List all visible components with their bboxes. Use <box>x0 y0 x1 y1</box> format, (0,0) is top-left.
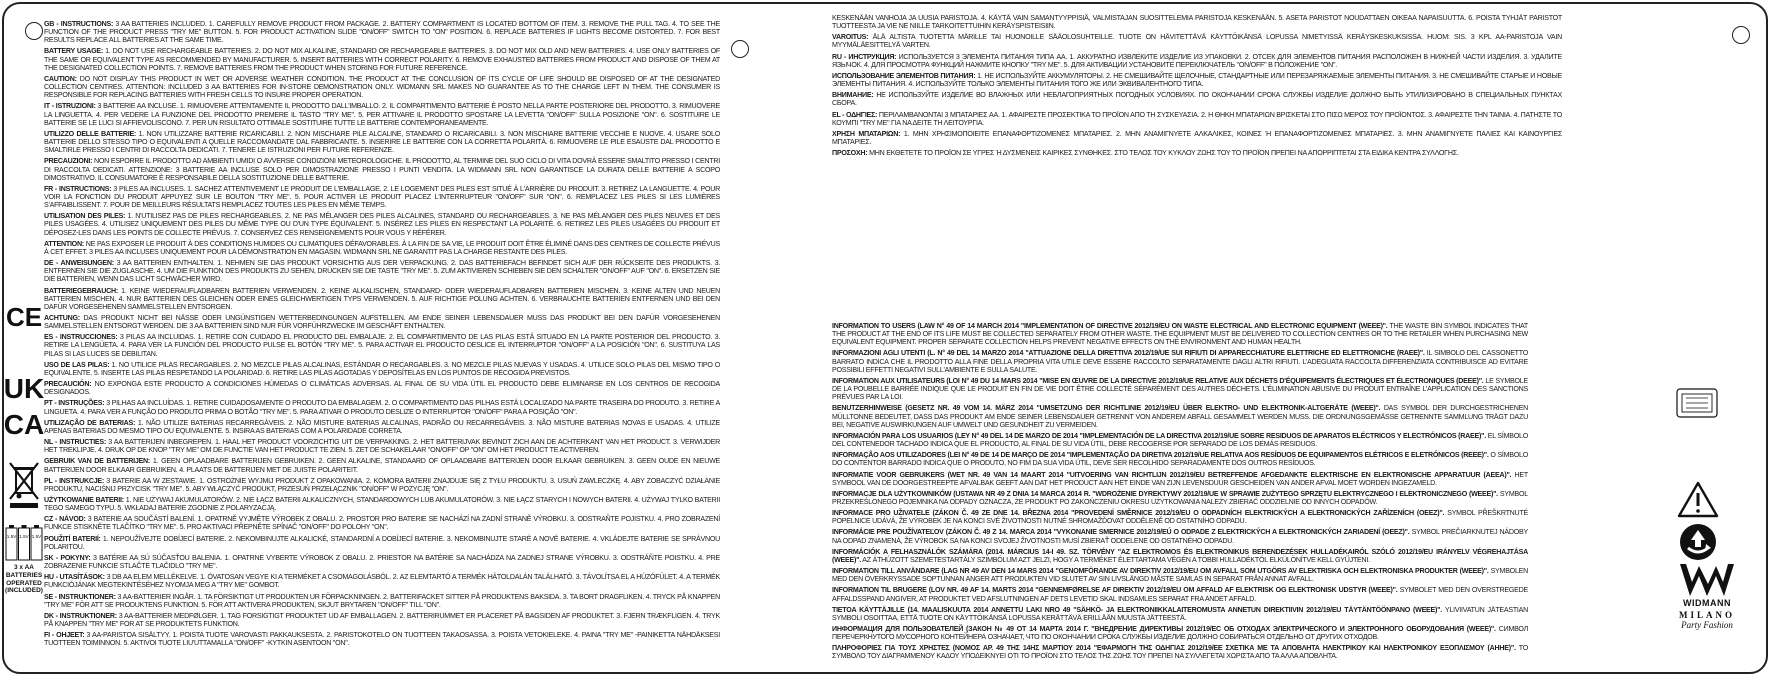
paragraph-text: SYMBOL PREČIARKNUTEJ NÁDOBY NA ODPAD ZNAMENÁ, ŽE VÝROBOK SA NA KONCI SVOJEJ ŽIVOTNOSTI MUSÍ ZBIERAŤ ODDELENE OD OSTATNÉHO ODPADU. <box>832 528 1528 545</box>
paragraph-lead: VAROITUS: <box>832 33 869 42</box>
paragraph-text: DAS SYMBOL DER DURCHGESTRICHENEN MÜLLTONNE BEDEUTET, DASS DAS PRODUKT AM ENDE SEINER LEBENSDAUER GETRENNT VON ANDEREM ABFALL GESAMMELT WERDEN MUSS. DIE ORDNUNGSGEMÄSSE GETRENNTE SAMMLUNG TRÄGT DAZU BEI, NEGATIVE AUSWIRKUNGEN AUF UMWELT UND GESUNDHEIT ZU VERMEIDEN. <box>832 404 1528 429</box>
label-outline <box>2 2 1768 674</box>
paragraph-text: NON ESPORRE IL PRODOTTO AD AMBIENTI UMIDI O AVVERSE CONDIZIONI METEOROLOGICHE. IL PRODOTTO, AL TERMINE DEL SUO CICLO DI VITA DOVRÀ ESSERE SMALTITO PRESSO I CENTRI DI RACCOLTA DEDICATI. ATTENZIONE: 3 BATTERIE AA INCLUSE SOLO PER DIMOSTRAZIONE PRESSO I PUNTI VENDITA. LA WIDMANN SRL NON GARANTISCE LA DURATA DELLE BATTERIE A SCOPO DIMOSTRATIVO. IL CONSUMATORE È RESPONSABILE DELLA SOSTITUZIONE DELLE BATTERIE. <box>44 157 720 182</box>
ce-mark-icon <box>4 286 44 346</box>
paragraph-lead: UŻYTKOWANIE BATERII: <box>44 495 124 504</box>
instruction-paragraph <box>832 322 1528 346</box>
paragraph-lead: INFORMATION TO USERS (LAW N° 49 OF 14 MARCH 2014 "IMPLEMENTATION OF DIRECTIVE 2012/19/EU ON WASTE ELECTRICAL AND ELECTRONIC EQUIPMENT (WEEE)". <box>832 322 1388 330</box>
instruction-paragraph <box>832 471 1528 487</box>
paragraph-lead: FI - OHJEET: <box>44 631 85 640</box>
battery-caption <box>4 564 44 595</box>
instruction-paragraph <box>44 20 720 44</box>
paragraph-text: 3 AA BATTERIES INCLUDED. 1. CAREFULLY REMOVE PRODUCT FROM PACKAGE. 2. BATTERY COMPARTMENT IS LOCATED BOTTOM OF ITEM. 3. REMOVE THE PULL TAG. 4. TO SEE THE FUNCTION OF THE PRODUCT PRESS "TRY ME" BUTTON. 5. FOR PRODUCT ACTIVATION SLIDE "ON/OFF" SWITCH TO "ON" POSITION. 6. REPLACE BATTERIES IF LIGHTS BECOME DISTORTED. 7. FOR BEST RESULTS REPLACE ALL BATTERIES AT THE SAME TIME. <box>44 20 720 45</box>
paragraph-text: 1. DO NOT USE RECHARGEABLE BATTERIES. 2. DO NOT MIX ALKALINE, STANDARD OR RECHARGEABLE BATTERIES. 3. DO NOT MIX OLD AND NEW BATTERIES. 4. USE ONLY BATTERIES OF THE SAME OR EQUIVALENT TYPE AS RECOMMENDED BY MANUFACTURER. 5. INSERT BATTERIES WITH CORRECT POLARITY. 6. REMOVE EXHAUSTED BATTERIES FROM PRODUCT AND DISPOSE OF THEM AT THE DESIGNATED COLLECTION POINTS. 7. REMOVE BATTERIES FROM THE PRODUCT WHEN STORING FOR FUTURE REFERENCE. <box>44 47 720 72</box>
paragraph-text: SYMBOL PRZEKREŚLONEGO POJEMNIKA NA ODPADY OZNACZA, ŻE PRODUKT PO ZAKOŃCZENIU OKRESU UŻYTKOWANIA NALEŻY ZBIERAĆ ODDZIELNIE OD INNYCH ODPADÓW. <box>832 489 1528 506</box>
battery-cell-label: 1.5V <box>19 534 29 539</box>
instruction-paragraph <box>44 477 720 493</box>
battery-compartment-icon <box>1674 384 1720 424</box>
paragraph-text: 3 AA BATTERIEN ENTHALTEN. 1. NEHMEN SIE DAS PRODUKT VORSICHTIG AUS DER VERPACKUNG. 2. DAS BATTERIEFACH BEFINDET SICH AUF DER RÜCKSEITE DES PRODUKTS. 3. ENTFERNEN SIE DIE ZUGLASCHE. 4. UM DIE FUNKTION DES PRODUKTS ZU SEHEN, DRÜCKEN SIE DIE TASTE "TRY ME". 5. ZUM AKTIVIEREN SCHIEBEN SIE DEN SCHALTER "ON/OFF" AUF "ON". 6. ERSETZEN SIE DIE BATTERIEN, WENN DAS LICHT SCHWÄCHER WIRD. <box>44 259 720 284</box>
paragraph-lead: ES - INSTRUCCIONES: <box>44 333 118 342</box>
brand-tagline: Party Fashion <box>1681 620 1733 630</box>
instruction-paragraph <box>44 47 720 71</box>
instructions-column-left <box>44 20 720 666</box>
paragraph-lead: PRECAUCIÓN: <box>44 380 92 389</box>
paragraph-text: 3 AA-BATTERIER INGÅR. 1. TA FÖRSIKTIGT UT PRODUKTEN UR FÖRPACKNINGEN. 2. BATTERIFACKET SITTER PÅ PRODUKTENS BAKSIDA. 3. TA BORT DRAGFLIKEN. 4. TRYCK PÅ KNAPPEN "TRY ME" FÖR ATT SE PRODUKTENS FUNKTION. 5. FÖR ATT AKTIVERA PRODUKTEN, SKJUT BRYTAREN "ON/OFF" TILL "ON". <box>44 592 720 609</box>
paragraph-text: 1. N'UTILISEZ PAS DE PILES RECHARGEABLES. 2. NE PAS MÉLANGER DES PILES ALCALINES, STANDARD OU RECHARGEABLES. 3. NE PAS MÉLANGER DES PILES NEUVES ET DES PILES USAGÉES. 4. UTILISEZ UNIQUEMENT DES PILES DU MÊME TYPE OU D'UN TYPE ÉQUIVALENT. 5. INSÉREZ LES PILES EN RESPECTANT LA POLARITÉ. 6. RETIREZ LES PILES USAGÉES DU PRODUIT ET DÉPOSEZ-LES DANS LES POINTS DE COLLECTE PRÉVUS. 7. CONSERVEZ CES RENSEIGNEMENTS POUR VOUS Y RÉFÉRER. <box>44 212 720 237</box>
paragraph-text: 1. NIE UŻYWAJ AKUMULATORÓW. 2. NIE ŁĄCZ BATERII ALKALICZNYCH, STANDARDOWYCH LUB AKUMULATORÓW. 3. NIE ŁĄCZ STARYCH I NOWYCH BATERII. 4. UŻYWAJ TYLKO BATERII TEGO SAMEGO TYPU. 5. WKŁADAJ BATERIE ZGODNIE Z POLARYZACJĄ. <box>44 495 720 513</box>
instruction-paragraph <box>44 75 720 99</box>
battery-caption-line: BATTERIES <box>5 571 43 579</box>
battery-cell-label: 1.5V <box>6 534 17 539</box>
instruction-paragraph <box>832 33 1562 49</box>
paragraph-lead: SE - INSTRUKTIONER: <box>44 592 116 601</box>
hanging-hole-right <box>1732 26 1750 44</box>
paragraph-text: NO EXPONGA ESTE PRODUCTO A CONDICIONES HÚMEDAS O CLIMÁTICAS ADVERSAS. AL FINAL DE SU VIDA ÚTIL EL PRODUCTO DEBE ELIMINARSE EN LOS CENTROS DE RECOGIDA DESIGNADOS. <box>44 380 720 397</box>
paragraph-lead: UTILISATION DES PILES: <box>44 212 126 221</box>
paragraph-text: 3 PILAS AA INCLUIDAS. 1. RETIRE CON CUIDADO EL PRODUCTO DEL EMBALAJE. 2. EL COMPARTIMENTO DE LAS PILAS ESTÁ SITUADO EN LA PARTE POSTERIOR DEL PRODUCTO. 3. RETIRE LA LENGÜETA. 4. PARA VER LA FUNCIÓN DEL PRODUCTO PULSE EL BOTÓN "TRY ME". 5. PARA ACTIVAR EL PRODUCTO DESLICE EL INTERRUPTOR "ON/OFF" A LA POSICIÓN "ON". 6. SUSTITUYA LAS PILAS SI LAS LUCES SE DEBILITAN. <box>44 333 720 358</box>
battery-caption-line: OPERATED <box>6 579 42 587</box>
paragraph-text: 1. NO UTILICE PILAS RECARGABLES. 2. NO MEZCLE PILAS ALCALINAS, ESTÁNDAR O RECARGABLES. 3. NO MEZCLE PILAS NUEVAS Y USADAS. 4. UTILICE SOLO PILAS DEL MISMO TIPO O EQUIVALENTE. 5. INSERTE LAS PILAS RESPETANDO LA POLARIDAD. 6. RETIRE LAS PILAS AGOTADAS Y DEPOSÍTELAS EN LOS PUNTOS DE RECOGIDA PREVISTOS. <box>44 360 720 377</box>
battery-cell-label: 1.5V <box>31 534 42 539</box>
instruction-paragraph <box>44 212 720 236</box>
instruction-paragraph <box>832 606 1528 622</box>
instruction-paragraph <box>44 333 720 357</box>
ukca-bottom-text: CA <box>4 409 44 440</box>
instruction-paragraph <box>44 157 720 181</box>
paragraph-text: 1. GEEN OPLAADBARE BATTERIJEN GEBRUIKEN. 2. GEEN ALKALINE, STANDAARD OF OPLAADBARE BATTERIJEN DOOR ELKAAR GEBRUIKEN. 3. GEEN OUDE EN NIEUWE BATTERIJEN DOOR ELKAAR GEBRUIKEN. 4. PLAATS DE BATTERIJEN MET DE JUISTE POLARITEIT. <box>44 457 720 474</box>
paragraph-text: HET SYMBOOL VAN DE DOORGESTREEPTE AFVALBAK GEEFT AAN DAT HET PRODUCT AAN HET EINDE VAN ZIJN LEVENSDUUR GESCHEIDEN VAN ANDER AFVAL MOET WORDEN INGEZAMELD. <box>832 470 1528 487</box>
instruction-paragraph <box>44 535 720 551</box>
paragraph-text: НЕ ИСПОЛЬЗУЙТЕ ИЗДЕЛИЕ ВО ВЛАЖНЫХ ИЛИ НЕБЛАГОПРИЯТНЫХ ПОГОДНЫХ УСЛОВИЯХ. ПО ОКОНЧАНИИ СРОКА СЛУЖБЫ ИЗДЕЛИЕ ДОЛЖНО БЫТЬ УТИЛИЗИРОВАНО В СПЕЦИАЛЬНЫХ ПУНКТАХ СБОРА. <box>832 91 1562 108</box>
paragraph-text: KESKENÄÄN VANHOJA JA UUSIA PARISTOJA. 4. KÄYTÄ VAIN SAMANTYYPPISIÄ, VALMISTAJAN SUOSITTELEMIA PARISTOJA KESKENÄÄN. 5. ASETA PARISTOT NOUDATTAEN OIKEAA NAPAISUUTTA. 6. POISTA TYHJÄT PARISTOT TUOTTEESTA JA VIE NE NIILLE TARKOITETTUIHIN KERÄYSPISTEISIIN. <box>832 14 1562 31</box>
paragraph-lead: UTILIZAÇÃO DE BATERIAS: <box>44 418 136 427</box>
paragraph-text: SYMBOL PŘEŠKRTNUTÉ POPELNICE UDÁVÁ, ŽE VÝROBEK JE NA KONCI SVÉ ŽIVOTNOSTI NUTNÉ SHROMAŽĎOVAT ODDĚLENĚ OD OSTATNÍHO ODPADU. <box>832 509 1528 526</box>
paragraph-text: AZ ÁTHÚZOTT SZEMETESTARTÁLY SZIMBÓLUM AZT JELZI, HOGY A TERMÉKET ÉLETTARTAMA VÉGÉN A TÖBBI HULLADÉKTÓL ELKÜLÖNÍTVE KELL GYŰJTENI. <box>862 555 1370 564</box>
paragraph-lead: IT - ISTRUZIONI: <box>44 102 96 111</box>
paragraph-lead: PT - INSTRUÇÕES: <box>44 399 105 408</box>
paragraph-text: 3 DB AA ELEM MELLÉKELVE. 1. ÓVATOSAN VEGYE KI A TERMÉKET A CSOMAGOLÁSBÓL. 2. AZ ELEMTARTÓ A TERMÉK HÁTOLDALÁN TALÁLHATÓ. 3. TÁVOLÍTSA EL A HÚZÓFÜLET. 4. A TERMÉK FUNKCIÓJÁNAK MEGTEKINTÉSÉHEZ NYOMJA MEG A "TRY ME" GOMBOT. <box>44 573 720 590</box>
hanging-hole-center <box>731 40 749 58</box>
paragraph-text: ΠΕΡΙΛΑΜΒΑΝΟΝΤΑΙ 3 ΜΠΑΤΑΡΙΕΣ AA. 1. ΑΦΑΙΡΕΣΤΕ ΠΡΟΣΕΚΤΙΚΑ ΤΟ ΠΡΟΪΟΝ ΑΠΟ ΤΗ ΣΥΣΚΕΥΑΣΙΑ. 2. Η ΘΗΚΗ ΜΠΑΤΑΡΙΩΝ ΒΡΙΣΚΕΤΑΙ ΣΤΟ ΠΙΣΩ ΜΕΡΟΣ ΤΟΥ ΠΡΟΪΟΝΤΟΣ. 3. ΑΦΑΙΡΕΣΤΕ ΤΗΝ ΤΑΙΝΙΑ. 4. ΠΑΤΗΣΤΕ ΤΟ ΚΟΥΜΠΙ "TRY ME" ΓΙΑ ΝΑ ΔΕΙΤΕ ΤΗ ΛΕΙΤΟΥΡΓΙΑ. <box>832 110 1562 127</box>
paragraph-text: NE PAS EXPOSER LE PRODUIT À DES CONDITIONS HUMIDES OU CLIMATIQUES DÉFAVORABLES. À LA FIN DE SA VIE, LE PRODUIT DOIT ÊTRE ÉLIMINÉ DANS DES CENTRES DE COLLECTE PRÉVUS À CET EFFET. 3 PILES AA INCLUSES UNIQUEMENT POUR LA DÉMONSTRATION EN MAGASIN. WIDMANN SRL NE GARANTIT PAS LA CHARGE RESTANTE DES PILES. <box>44 239 720 256</box>
paragraph-lead: ИСПОЛЬЗОВАНИЕ ЭЛЕМЕНТОВ ПИТАНИЯ: <box>832 71 976 80</box>
paragraph-lead: CAUTION: <box>44 74 77 83</box>
warning-triangle-icon <box>1676 480 1720 520</box>
paragraph-text: 1. NEPOUŽÍVEJTE DOBÍJECÍ BATERIE. 2. NEKOMBINUJTE ALKALICKÉ, STANDARDNÍ A DOBÍJECÍ BATERIE. 3. NEKOMBINUJTE STARÉ A NOVÉ BATERIE. 4. VKLÁDEJTE BATERIE SE SPRÁVNOU POLARITOU. <box>44 534 720 551</box>
hanging-hole-left <box>25 22 43 40</box>
paragraph-lead: INFORMATION TIL BRUGERE (LOV NR. 49 AF 14. MARTS 2014 "GENNEMFØRELSE AF DIREKTIV 2012/19/EU OM AFFALD AF ELEKTRISK OG ELEKTRONISK UDSTYR (WEEE)". <box>832 586 1398 595</box>
paragraph-text: 1. KEINE WIEDERAUFLADBAREN BATTERIEN VERWENDEN. 2. KEINE ALKALISCHEN, STANDARD- ODER WIEDERAUFLADBAREN BATTERIEN MISCHEN. 3. KEINE ALTEN UND NEUEN BATTERIEN MISCHEN. 4. NUR BATTERIEN DES GLEICHEN ODER EINES GLEICHWERTIGEN TYPS VERWENDEN. 5. AUF RICHTIGE POLUNG ACHTEN. 6. VERBRAUCHTE BATTERIEN ENTFERNEN UND BEI DEN DAFÜR VORGESEHENEN SAMMELSTELLEN ENTSORGEN. <box>44 286 720 311</box>
paragraph-lead: DE - ANWEISUNGEN: <box>44 259 114 268</box>
paragraph-lead: INFORMATION AUX UTILISATEURS (LOI N° 49 DU 14 MARS 2014 "MISE EN ŒUVRE DE LA DIRECTIVE 2012/19/UE RELATIVE AUX DÉCHETS D'ÉQUIPEMENTS ÉLECTRIQUES ET ÉLECTRONIQUES (DEEE)". <box>832 376 1484 385</box>
instruction-paragraph <box>832 509 1528 525</box>
weee-info-column <box>832 322 1528 676</box>
instruction-paragraph <box>44 380 720 396</box>
instruction-paragraph <box>832 149 1562 157</box>
instruction-paragraph <box>832 53 1562 69</box>
instruction-paragraph <box>44 314 720 330</box>
paragraph-lead: INFORMAZIONI AGLI UTENTI (L. N° 49 DEL 14 MARZO 2014 "ATTUAZIONE DELLA DIRETTIVA 2012/19/UE SUI RIFIUTI DI APPARECCHIATURE ELETTRICHE ED ELETTRONICHE (RAEE)". <box>832 349 1425 358</box>
brand-name: WIDMANN <box>1683 598 1731 608</box>
recycle-icon <box>1676 520 1720 564</box>
paragraph-text: IL SIMBOLO DEL CASSONETTO BARRATO INDICA CHE IL PRODOTTO ALLA FINE DELLA PROPRIA VITA UTILE DEVE ESSERE RACCOLTO SEPARATAMENTE DAGLI ALTRI RIFIUTI. L'ADEGUATA RACCOLTA DIFFERENZIATA CONTRIBUISCE AD EVITARE POSSIBILI EFFETTI NEGATIVI SULL'AMBIENTE E SULLA SALUTE. <box>832 349 1528 374</box>
paragraph-lead: INFORMÁCIÓK A FELHASZNÁLÓK SZÁMÁRA (2014. MÁRCIUS 14-I 49. SZ. TÖRVÉNY "AZ ELEKTROMOS ÉS ELEKTRONIKUS BERENDEZÉSEK HULLADÉKAIRÓL SZÓLÓ 2012/19/EU IRÁNYELV VÉGREHAJTÁSA (WEEE)". <box>832 547 1528 564</box>
instruction-paragraph <box>44 102 720 126</box>
instruction-paragraph <box>832 451 1528 467</box>
paragraph-text: THE WASTE BIN SYMBOL INDICATES THAT THE PRODUCT AT THE END OF ITS LIFE MUST BE COLLECTED SEPARATELY FROM OTHER WASTE. THE EQUIPMENT MUST BE DELIVERED TO COLLECTION CENTRES OR TO THE RETAILER WHEN PURCHASING NEW EQUIVALENT EQUIPMENT. PROPER SEPARATE COLLECTION HELPS PREVENT NEGATIVE EFFECTS ON THE ENVIRONMENT AND HUMAN HEALTH. <box>832 322 1528 347</box>
paragraph-lead: ATTENTION: <box>44 239 84 248</box>
paragraph-lead: ИНФОРМАЦИЯ ДЛЯ ПОЛЬЗОВАТЕЛЕЙ (ЗАКОН № 49 ОТ 14 МАРТА 2014 Г. "ВНЕДРЕНИЕ ДИРЕКТИВЫ 2012/19/ЕС ОБ ОТХОДАХ ЭЛЕКТРИЧЕСКОГО И ЭЛЕКТРОННОГО ОБОРУДОВАНИЯ (WEEE)". <box>832 625 1496 633</box>
paragraph-lead: ACHTUNG: <box>44 314 80 322</box>
instruction-paragraph <box>832 625 1528 641</box>
instruction-paragraph <box>44 419 720 435</box>
paragraph-lead: CZ - NÁVOD: <box>44 515 86 524</box>
paragraph-lead: BATTERIEGEBRAUCH: <box>44 286 119 295</box>
instruction-paragraph <box>832 586 1528 602</box>
paragraph-lead: NL - INSTRUCTIES: <box>44 438 106 447</box>
instruction-paragraph <box>44 554 720 570</box>
paragraph-lead: INFORMACIÓN PARA LOS USUARIOS (LEY N° 49 DEL 14 DE MARZO DE 2014 "IMPLEMENTACIÓN DE LA DIRECTIVA 2012/19/UE SOBRE RESIDUOS DE APARATOS ELÉCTRICOS Y ELECTRÓNICOS (RAEE)". <box>832 431 1486 440</box>
paragraph-text: 1. NÃO UTILIZE BATERIAS RECARREGÁVEIS. 2. NÃO MISTURE BATERIAS ALCALINAS, PADRÃO OU RECARREGÁVEIS. 3. NÃO MISTURE BATERIAS NOVAS E USADAS. 4. UTILIZE APENAS BATERIAS DO MESMO TIPO OU EQUIVALENTE. 5. INSIRA AS BATERIAS COM A POLARIDADE CORRETA. <box>44 418 720 435</box>
paragraph-lead: INFORMACJE DLA UŻYTKOWNIKÓW (USTAWA NR 49 Z DNIA 14 MARCA 2014 R. "WDROŻENIE DYREKTYWY 2012/19/UE W SPRAWIE ZUŻYTEGO SPRZĘTU ELEKTRYCZNEGO I ELEKTRONICZNEGO (WEEE)". <box>832 489 1498 498</box>
battery-caption-line: 3 x AA <box>14 564 34 571</box>
paragraph-lead: INFORMÁCIE PRE POUŽÍVATEĽOV (ZÁKON Č. 49 Z 14. MARCA 2014 "VYKONANIE SMERNICE 2012/19/EÚ O ODPADE Z ELEKTRICKÝCH A ELEKTRONICKÝCH ZARIADENÍ (OEEZ)". <box>832 528 1410 537</box>
instruction-paragraph <box>44 573 720 589</box>
instruction-paragraph <box>832 528 1528 544</box>
ukca-mark-icon <box>4 362 44 452</box>
instructions-column-right-top <box>832 14 1562 309</box>
brand-logo <box>1672 562 1742 672</box>
instruction-paragraph <box>832 377 1528 401</box>
paragraph-text: 3 AA BATTERIJEN INBEGREPEN. 1. HAAL HET PRODUCT VOORZICHTIG UIT DE VERPAKKING. 2. HET BATTERIJVAK BEVINDT ZICH AAN DE ACHTERKANT VAN HET PRODUCT. 3. VERWIJDER HET TREKLIPJE. 4. DRUK OP DE KNOP "TRY ME" OM DE FUNCTIE VAN HET PRODUCT TE ZIEN. 5. ZET DE SCHAKELAAR "ON/OFF" OP "ON" OM HET PRODUCT TE ACTIVEREN. <box>44 438 720 455</box>
instruction-paragraph <box>44 496 720 512</box>
paragraph-lead: ΧΡΗΣΗ ΜΠΑΤΑΡΙΩΝ: <box>832 129 901 138</box>
brand-city: MILANO <box>1679 610 1735 620</box>
paragraph-text: 3 BATTERIE AA INCLUSE. 1. RIMUOVERE ATTENTAMENTE IL PRODOTTO DALL'IMBALLO. 2. IL COMPARTIMENTO BATTERIE È POSTO NELLA PARTE POSTERIORE DEL PRODOTTO. 3. RIMUOVERE LA LINGUETTA. 4. PER VEDERE LA FUNZIONE DEL PRODOTTO PREMERE IL TASTO "TRY ME". 5. PER ATTIVARE IL PRODOTTO SPOSTARE LA LEVETTA "ON/OFF" SULLA POSIZIONE "ON". 6. SOSTITUIRE LE BATTERIE SE LE LUCI SI AFFIEVOLISCONO. 7. PER UN RISULTATO OTTIMALE SOSTITUIRE TUTTE LE BATTERIE CONTEMPORANEAMENTE. <box>44 102 720 127</box>
paragraph-lead: INFORMACE PRO UŽIVATELE (ZÁKON Č. 49 ZE DNE 14. BŘEZNA 2014 "PROVEDENÍ SMĚRNICE 2012/19/EU O ODPADNÍCH ELEKTRICKÝCH A ELEKTRONICKÝCH ZAŘÍZENÍCH (OEEZ)". <box>832 509 1445 518</box>
instruction-paragraph <box>44 612 720 628</box>
paragraph-lead: POUŽITÍ BATERIÍ: <box>44 534 101 543</box>
paragraph-text: 1. НЕ ИСПОЛЬЗУЙТЕ АККУМУЛЯТОРЫ. 2. НЕ СМЕШИВАЙТЕ ЩЕЛОЧНЫЕ, СТАНДАРТНЫЕ ИЛИ ПЕРЕЗАРЯЖАЕМЫЕ ЭЛЕМЕНТЫ ПИТАНИЯ. 3. НЕ СМЕШИВАЙТЕ СТАРЫЕ И НОВЫЕ ЭЛЕМЕНТЫ ПИТАНИЯ. 4. ИСПОЛЬЗУЙТЕ ТОЛЬКО ЭЛЕМЕНТЫ ПИТАНИЯ ТОГО ЖЕ ИЛИ ЭКВИВАЛЕНТНОГО ТИПА. <box>832 71 1562 89</box>
paragraph-text: СИМВОЛ ПЕРЕЧЕРКНУТОГО МУСОРНОГО КОНТЕЙНЕРА ОЗНАЧАЕТ, ЧТО ПО ОКОНЧАНИИ СРОКА СЛУЖБЫ ИЗДЕЛИЕ ДОЛЖНО СОБИРАТЬСЯ ОТДЕЛЬНО ОТ ДРУГИХ ОТХОДОВ. <box>832 625 1528 642</box>
paragraph-lead: TIETOA KÄYTTÄJILLE (14. MAALISKUUTA 2014 ANNETTU LAKI NRO 49 "SÄHKÖ- JA ELEKTRONIIKKALAITEROMUSTA ANNETUN DIREKTIIVIN 2012/19/EU TÄYTÄNTÖÖNPANO (WEEE)". <box>832 605 1442 614</box>
instruction-paragraph <box>44 438 720 454</box>
instruction-paragraph <box>832 567 1528 583</box>
instruction-paragraph <box>832 130 1562 146</box>
instruction-paragraph <box>832 490 1528 506</box>
paragraph-text: 3 PILES AA INCLUSES. 1. SACHEZ ATTENTIVEMENT LE PRODUIT DE L'EMBALLAGE. 2. LE LOGEMENT DES PILES EST SITUÉ À L'ARRIÈRE DU PRODUIT. 3. RETIREZ LA LANGUETTE. 4. POUR VOIR LA FONCTION DU PRODUIT APPUYEZ SUR LE BOUTON "TRY ME". 5. POUR ACTIVER LE PRODUIT PLACEZ L'INTERRUPTEUR "ON/OFF" SUR "ON". 6. REMPLACEZ LES PILES SI LES LUMIÈRES S'AFFAIBLISSENT. 7. POUR DE MEILLEURS RÉSULTATS REMPLACEZ TOUTES LES PILES EN MÊME TEMPS. <box>44 184 720 210</box>
instruction-paragraph <box>832 432 1528 448</box>
paragraph-text: DAS PRODUKT NICHT BEI NÄSSE ODER UNGÜNSTIGEN WETTERBEDINGUNGEN AUFSTELLEN. AM ENDE SEINER LEBENSDAUER MUSS DAS PRODUKT BEI DEN DAFÜR VORGESEHENEN SAMMELSTELLEN ENTSORGT WERDEN. DIE 3 AA BATTERIEN SIND NUR FÜR VORFÜHRZWECKE IM GESCHÄFT ENTHALTEN. <box>44 314 720 331</box>
instruction-paragraph <box>832 91 1562 107</box>
paragraph-text: 3 BATÉRIE AA SÚ SÚČASŤOU BALENIA. 1. OPATRNE VYBERTE VÝROBOK Z OBALU. 2. PRIESTOR NA BATÉRIE SA NACHÁDZA NA ZADNEJ STRANE VÝROBKU. 3. ODSTRÁŇTE POISTKU. 4. PRE ZOBRAZENIE FUNKCIE STLAČTE TLAČIDLO "TRY ME". <box>44 553 720 571</box>
instruction-paragraph <box>832 644 1528 660</box>
paragraph-text: 3 AA-PARISTOA SISÄLTYY. 1. POISTA TUOTE VAROVASTI PAKKAUKSESTA. 2. PARISTOKOTELO ON TUOTTEEN TAKAOSASSA. 3. POISTA VETOKIELEKE. 4. PAINA "TRY ME" -PAINIKETTA NÄHDÄKSESI TUOTTEEN TOIMINNON. 5. AKTIVOI TUOTE LIU'UTTAMALLA "ON/OFF" -KYTKIN ASENTOON "ON". <box>44 631 720 648</box>
instruction-paragraph <box>44 593 720 609</box>
paragraph-text: EL SÍMBOLO DEL CONTENEDOR TACHADO INDICA QUE EL PRODUCTO, AL FINAL DE SU VIDA ÚTIL, DEBE RECOGERSE POR SEPARADO DE LOS DEMÁS RESIDUOS. <box>832 431 1528 449</box>
paragraph-lead: HU - UTASÍTÁSOK: <box>44 573 105 582</box>
battery-caption-line: (INCLUDED) <box>5 587 43 595</box>
paragraph-lead: FR - INSTRUCTIONS: <box>44 184 112 193</box>
instruction-paragraph <box>832 548 1528 564</box>
paragraph-lead: INFORMATIE VOOR GEBRUIKERS (WET NR. 49 VAN 14 MAART 2014 "UITVOERING VAN RICHTLIJN 2012/19/EU BETREFFENDE AFGEDANKTE ELEKTRISCHE EN ELEKTRONISCHE APPARATUUR (AEEA)". <box>832 470 1512 479</box>
instruction-paragraph <box>44 515 720 531</box>
instruction-paragraph <box>44 259 720 283</box>
paragraph-text: ΤΟ ΣΥΜΒΟΛΟ ΤΟΥ ΔΙΑΓΡΑΜΜΕΝΟΥ ΚΑΔΟΥ ΥΠΟΔΕΙΚΝΥΕΙ ΟΤΙ ΤΟ ΠΡΟΪΟΝ ΣΤΟ ΤΕΛΟΣ ΤΗΣ ΖΩΗΣ ΤΟΥ ΠΡΕΠΕΙ ΝΑ ΣΥΛΛΕΓΕΤΑΙ ΧΩΡΙΣΤΑ ΑΠΟ ΤΑ ΑΛΛΑ ΑΠΟΒΛΗΤΑ. <box>832 644 1528 661</box>
instruction-paragraph <box>832 404 1528 428</box>
paragraph-lead: RU - ИНСТРУКЦИЯ: <box>832 52 897 61</box>
paragraph-text: 3 PILHAS AA INCLUÍDAS. 1. RETIRE CUIDADOSAMENTE O PRODUTO DA EMBALAGEM. 2. O COMPARTIMENTO DAS PILHAS ESTÁ LOCALIZADO NA PARTE TRASEIRA DO PRODUTO. 3. RETIRE A LINGUETA. 4. PARA VER A FUNÇÃO DO PRODUTO PRIMA O BOTÃO "TRY ME". 5. PARA ATIVAR O PRODUTO DESLIZE O INTERRUPTOR "ON/OFF" PARA A POSIÇÃO "ON". <box>44 399 720 416</box>
paragraph-lead: DK - INSTRUKTIONER: <box>44 611 117 620</box>
paragraph-text: ÄLÄ ALTISTA TUOTETTA MÄRILLE TAI HUONOILLE SÄÄOLOSUHTEILLE. TUOTE ON HÄVITETTÄVÄ KÄYTTÖIKÄNSÄ LOPUSSA NIMETYISSÄ KERÄYSKESKUKSISSA. HUOM: SIS. 3 KPL AA-PARISTOJA VAIN MYYMÄLÄESITTELYÄ VARTEN. <box>832 33 1562 50</box>
paragraph-text: SYMBOLET MED DEN OVERSTREGEDE AFFALDSSPAND ANGIVER, AT PRODUKTET VED AFSLUTNINGEN AF DETS LEVETID SKAL INDSAMLES SEPARAT FRA ANDET AFFALD. <box>832 586 1528 603</box>
instruction-paragraph <box>832 14 1562 30</box>
paragraph-text: ΜΗΝ ΕΚΘΕΤΕΤΕ ΤΟ ΠΡΟΪΟΝ ΣΕ ΥΓΡΕΣ Ή ΔΥΣΜΕΝΕΙΣ ΚΑΙΡΙΚΕΣ ΣΥΝΘΗΚΕΣ. ΣΤΟ ΤΕΛΟΣ ΤΟΥ ΚΥΚΛΟΥ ΖΩΗΣ ΤΟΥ ΤΟ ΠΡΟΪΟΝ ΠΡΕΠΕΙ ΝΑ ΑΠΟΡΡΙΠΤΕΤΑΙ ΣΤΑ ΕΙΔΙΚΑ ΚΕΝΤΡΑ ΣΥΛΛΟΓΗΣ. <box>869 149 1459 158</box>
instruction-paragraph <box>44 631 720 647</box>
paragraph-text: YLIVIIVATUN JÄTEASTIAN SYMBOLI OSOITTAA, ETTÄ TUOTE ON KÄYTTÖIKÄNSÄ LOPUSSA KERÄTTÄVÄ ERILLÄÄN MUUSTA JÄTTEESTÄ. <box>832 605 1528 622</box>
instruction-paragraph <box>44 185 720 209</box>
paragraph-lead: USO DE LAS PILAS: <box>44 360 110 369</box>
instruction-paragraph <box>832 72 1562 88</box>
paragraph-text: 1. NON UTILIZZARE BATTERIE RICARICABILI. 2. NON MISCHIARE PILE ALCALINE, STANDARD O RICARICABILI. 3. NON MISCHIARE BATTERIE VECCHIE E NUOVE. 4. USARE SOLO BATTERIE DELLO STESSO TIPO O EQUIVALENTI A QUELLE RACCOMANDATE DAL FABBRICANTE. 5. INSERIRE LE BATTERIE CON LA CORRETTA POLARITÀ. 6. RIMUOVERE LE PILE ESAUSTE DAL PRODOTTO E SMALTIRLE PRESSO I CENTRI DI RACCOLTA DEDICATI. 7. TENERE LE ISTRUZIONI PER FUTURE REFERENZE. <box>44 129 720 155</box>
paragraph-lead: SK - POKYNY: <box>44 553 91 562</box>
paragraph-text: O SÍMBOLO DO CONTENTOR BARRADO INDICA QUE O PRODUTO, NO FIM DA SUA VIDA ÚTIL, DEVE SER RECOLHIDO SEPARADAMENTE DOS OUTROS RESÍDUOS. <box>832 451 1528 468</box>
paragraph-lead: PL - INSTRUKCJE: <box>44 476 105 485</box>
paragraph-lead: ΠΡΟΣΟΧΗ: <box>832 149 868 158</box>
paragraph-text: 3 BATERIE AA SOUČÁSTÍ BALENÍ. 1. OPATRNĚ VYJMĚTE VÝROBEK Z OBALU. 2. PROSTOR PRO BATERIE SE NACHÁZÍ NA ZADNÍ STRANĚ VÝROBKU. 3. ODSTRAŇTE POJISTKU. 4. PRO ZOBRAZENÍ FUNKCE STISKNĚTE TLAČÍTKO "TRY ME". 5. PRO AKTIVACI PŘEPNĚTE SPÍNAČ "ON/OFF" DO POLOHY "ON". <box>44 515 720 532</box>
paragraph-lead: EL - ΟΔΗΓΙΕΣ: <box>832 110 878 119</box>
brand-w-icon <box>1672 562 1742 598</box>
weee-bin-icon <box>4 457 44 511</box>
paragraph-lead: UTILIZZO DELLE BATTERIE: <box>44 129 137 138</box>
paragraph-text: 3 BATERIE AA W ZESTAWIE. 1. OSTROŻNIE WYJMIJ PRODUKT Z OPAKOWANIA. 2. KOMORA BATERII ZNAJDUJE SIĘ Z TYŁU PRODUKTU. 3. USUŃ ZAWLECZKĘ. 4. ABY ZOBACZYĆ DZIAŁANIE PRODUKTU, NACIŚNIJ PRZYCISK "TRY ME". 5. ABY WŁĄCZYĆ PRODUKT, PRZESUŃ PRZEŁĄCZNIK "ON/OFF" W POZYCJĘ "ON". <box>44 476 720 493</box>
paragraph-lead: GEBRUIK VAN DE BATTERIJEN: <box>44 457 151 466</box>
paragraph-text: 3 AA-BATTERIER MEDFØLGER. 1. TAG FORSIGTIGT PRODUKTET UD AF EMBALLAGEN. 2. BATTERIRUMMET ER PLACERET PÅ BAGSIDEN AF PRODUKTET. 3. FJERN TRÆKFLIGEN. 4. TRYK PÅ KNAPPEN "TRY ME" FOR AT SE PRODUKTETS FUNKTION. <box>44 611 720 628</box>
paragraph-lead: GB - INSTRUCTIONS: <box>44 20 114 28</box>
ce-mark-text: CE <box>5 302 43 332</box>
paragraph-lead: PRECAUZIONI: <box>44 157 93 166</box>
paragraph-lead: INFORMAÇÃO AOS UTILIZADORES (LEI N° 49 DE 14 DE MARÇO DE 2014 "IMPLEMENTAÇÃO DA DIRETIVA 2012/19/UE RELATIVA AOS RESÍDUOS DE EQUIPAMENTOS ELÉTRICOS E ELETRÓNICOS (REEE)". <box>832 451 1489 460</box>
instruction-paragraph <box>44 287 720 311</box>
instruction-paragraph <box>44 361 720 377</box>
instruction-paragraph <box>44 457 720 473</box>
paragraph-text: ИСПОЛЬЗУЕТСЯ 3 ЭЛЕМЕНТА ПИТАНИЯ ТИПА AA. 1. АККУРАТНО ИЗВЛЕКИТЕ ИЗДЕЛИЕ ИЗ УПАКОВКИ. 2. ОТСЕК ДЛЯ ЭЛЕМЕНТОВ ПИТАНИЯ РАСПОЛОЖЕН В НИЖНЕЙ ЧАСТИ ИЗДЕЛИЯ. 3. УДАЛИТЕ ЯЗЫЧОК. 4. ДЛЯ ПРОСМОТРА ФУНКЦИЙ НАЖМИТЕ КНОПКУ "TRY ME". 5. ДЛЯ АКТИВАЦИИ УСТАНОВИТЕ ПЕРЕКЛЮЧАТЕЛЬ "ON/OFF" В ПОЛОЖЕНИЕ "ON". <box>832 52 1562 69</box>
paragraph-text: LE SYMBOLE DE LA POUBELLE BARRÉE INDIQUE QUE LE PRODUIT EN FIN DE VIE DOIT ÊTRE COLLECTÉ SÉPARÉMENT DES AUTRES DÉCHETS. L'ÉLIMINATION ABUSIVE DU PRODUIT ENTRAÎNE L'APPLICATION DES SANCTIONS PRÉVUES PAR LA LOI. <box>832 376 1528 402</box>
paragraph-lead: BENUTZERHINWEISE (GESETZ NR. 49 VOM 14. MÄRZ 2014 "UMSETZUNG DER RICHTLINIE 2012/19/EU ÜBER ELEKTRO- UND ELEKTRONIK-ALTGERÄTE (WEEE)". <box>832 404 1381 413</box>
paragraph-lead: INFORMATION TILL ANVÄNDARE (LAG NR 49 AV DEN 14 MARS 2014 "GENOMFÖRANDE AV DIREKTIV 2012/19/EU OM AVFALL SOM UTGÖRS AV ELEKTRISKA OCH ELEKTRONISKA PRODUKTER (WEEE)". <box>832 567 1489 576</box>
paragraph-text: SYMBOLEN MED DEN ÖVERKRYSSADE SOPTUNNAN ANGER ATT PRODUKTEN VID SLUTET AV SIN LIVSLÄNGD MÅSTE SAMLAS IN SEPARAT FRÅN ANNAT AVFALL. <box>832 567 1528 584</box>
instruction-paragraph <box>44 130 720 154</box>
instruction-paragraph <box>44 240 720 256</box>
paragraph-text: 1. ΜΗΝ ΧΡΗΣΙΜΟΠΟΙΕΙΤΕ ΕΠΑΝΑΦΟΡΤΙΖΟΜΕΝΕΣ ΜΠΑΤΑΡΙΕΣ. 2. ΜΗΝ ΑΝΑΜΙΓΝΥΕΤΕ ΑΛΚΑΛΙΚΕΣ, ΚΟΙΝΕΣ Ή ΕΠΑΝΑΦΟΡΤΙΖΟΜΕΝΕΣ ΜΠΑΤΑΡΙΕΣ. 3. ΜΗΝ ΑΝΑΜΙΓΝΥΕΤΕ ΠΑΛΙΕΣ ΚΑΙ ΚΑΙΝΟΥΡΓΙΕΣ ΜΠΑΤΑΡΙΕΣ. <box>832 129 1562 147</box>
paragraph-lead: ВНИМАНИЕ: <box>832 91 874 100</box>
instruction-paragraph <box>832 111 1562 127</box>
ukca-top-text: UK <box>4 373 44 404</box>
instruction-paragraph <box>832 349 1528 373</box>
paragraph-text: DO NOT DISPLAY THIS PRODUCT IN WET OR ADVERSE WEATHER CONDITION. THE PRODUCT AT THE CONCLUSION OF ITS CYCLE OF LIFE SHOULD BE DISPOSED OF AT THE DESIGNATED COLLECTION CENTRES. ATTENTION: INCLUDED 3 AA BATTERIES FOR IN-STORE DEMONSTRATION ONLY. WIDMANN SRL MAKES NO GUARANTEE AS TO THE CHARGE LEFT IN THEM. THE CONSUMER IS RESPONSIBLE FOR REPLACING BATTERIES WITH FRESH CELLS TO INSURE PROPER OPERATION. <box>44 74 720 100</box>
instruction-paragraph <box>44 399 720 415</box>
paragraph-lead: ΠΛΗΡΟΦΟΡΙΕΣ ΓΙΑ ΤΟΥΣ ΧΡΗΣΤΕΣ (ΝΟΜΟΣ ΑΡ. 49 ΤΗΣ 14ΗΣ ΜΑΡΤΙΟΥ 2014 "ΕΦΑΡΜΟΓΗ ΤΗΣ ΟΔΗΓΙΑΣ 2012/19/ΕΕ ΣΧΕΤΙΚΑ ΜΕ ΤΑ ΑΠΟΒΛΗΤΑ ΗΛΕΚΤΡΙΚΟΥ ΚΑΙ ΗΛΕΚΤΡΟΝΙΚΟΥ ΕΞΟΠΛΙΣΜΟΥ (ΑΗΗΕ)". <box>832 644 1516 653</box>
paragraph-lead: BATTERY USAGE: <box>44 47 104 56</box>
battery-illustration <box>4 522 44 564</box>
